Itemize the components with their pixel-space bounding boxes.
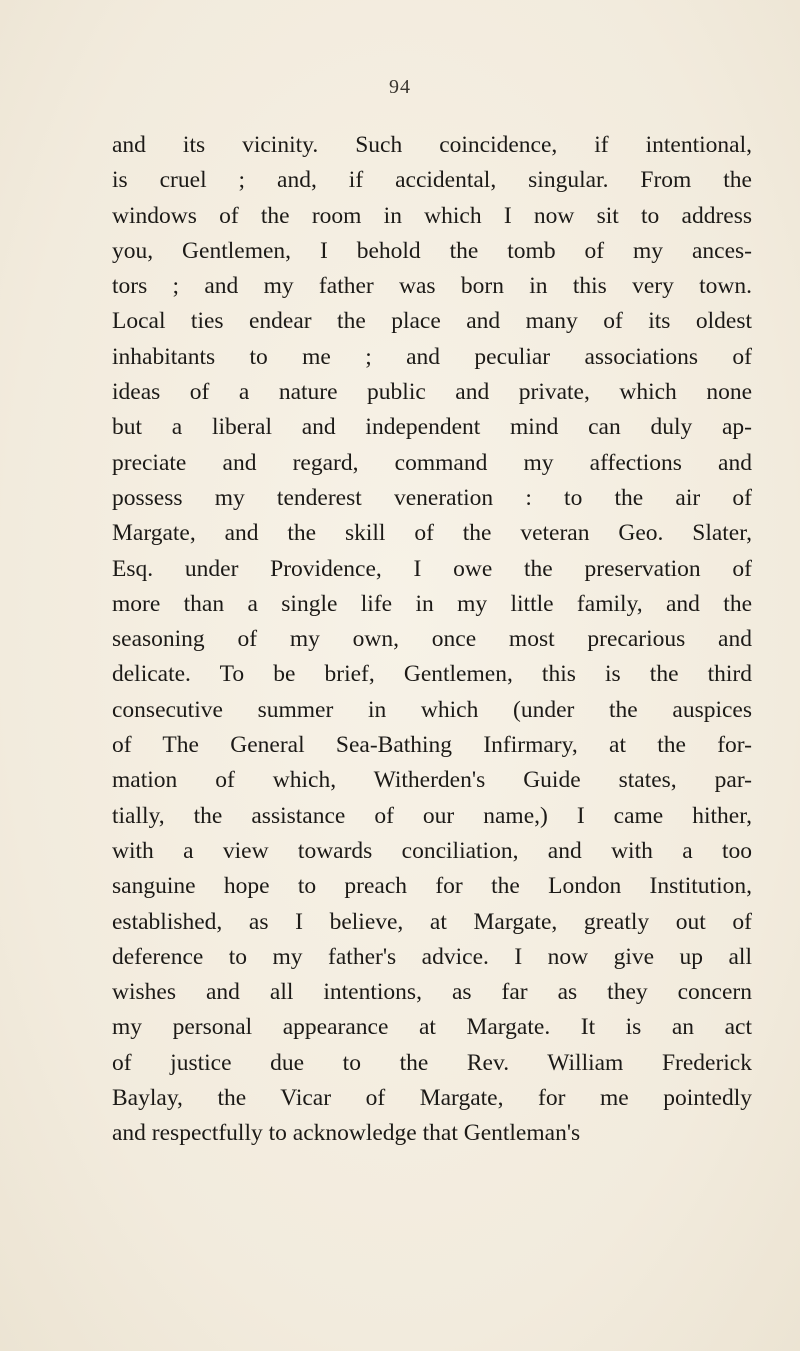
text-line: and respectfully to acknowledge that Gentleman's [112, 1120, 581, 1147]
text-line: with a view towards conciliation, and with a too [112, 837, 752, 864]
text-line: Local ties endear the place and many of its oldest [112, 308, 752, 335]
text-line: mation of which, Witherden's Guide states, par- [112, 767, 752, 794]
text-line: Baylay, the Vicar of Margate, for me pointedly [112, 1085, 752, 1112]
text-line: windows of the room in which I now sit to address [112, 202, 752, 229]
text-line: Margate, and the skill of the veteran Geo. Slater, [112, 520, 752, 547]
text-line: deference to my father's advice. I now give up all [112, 943, 752, 970]
text-line: preciate and regard, command my affections and [112, 449, 752, 476]
text-line: tors ; and my father was born in this very town. [112, 273, 752, 300]
text-line: but a liberal and independent mind can duly ap- [112, 414, 752, 441]
text-line: possess my tenderest veneration : to the air of [112, 484, 752, 511]
text-line: wishes and all intentions, as far as they concern [112, 979, 752, 1006]
text-line: seasoning of my own, once most precarious and [112, 626, 752, 653]
text-line: and its vicinity. Such coincidence, if intentional, [112, 132, 752, 158]
text-line: delicate. To be brief, Gentlemen, this is the third [112, 661, 752, 688]
text-line: consecutive summer in which (under the auspices [112, 696, 752, 723]
text-line: you, Gentlemen, I behold the tomb of my ances- [112, 237, 752, 264]
text-line: more than a single life in my little family, and the [112, 590, 752, 617]
text-line: my personal appearance at Margate. It is an act [112, 1014, 752, 1041]
body-text [112, 128, 752, 1152]
text-line: Esq. under Providence, I owe the preservation of [112, 555, 752, 582]
text-line: tially, the assistance of our name,) I came hither, [112, 802, 752, 829]
text-line: sanguine hope to preach for the London Institution, [112, 873, 752, 900]
text-line: ideas of a nature public and private, which none [112, 379, 752, 406]
text-line: inhabitants to me ; and peculiar associations of [112, 343, 752, 370]
text-line: is cruel ; and, if accidental, singular. From the [112, 167, 752, 194]
text-line: of The General Sea-Bathing Infirmary, at the for- [112, 732, 752, 759]
text-line: of justice due to the Rev. William Frederick [112, 1049, 752, 1076]
page-number: 94 [389, 76, 411, 98]
text-line: established, as I believe, at Margate, greatly out of [112, 908, 752, 935]
